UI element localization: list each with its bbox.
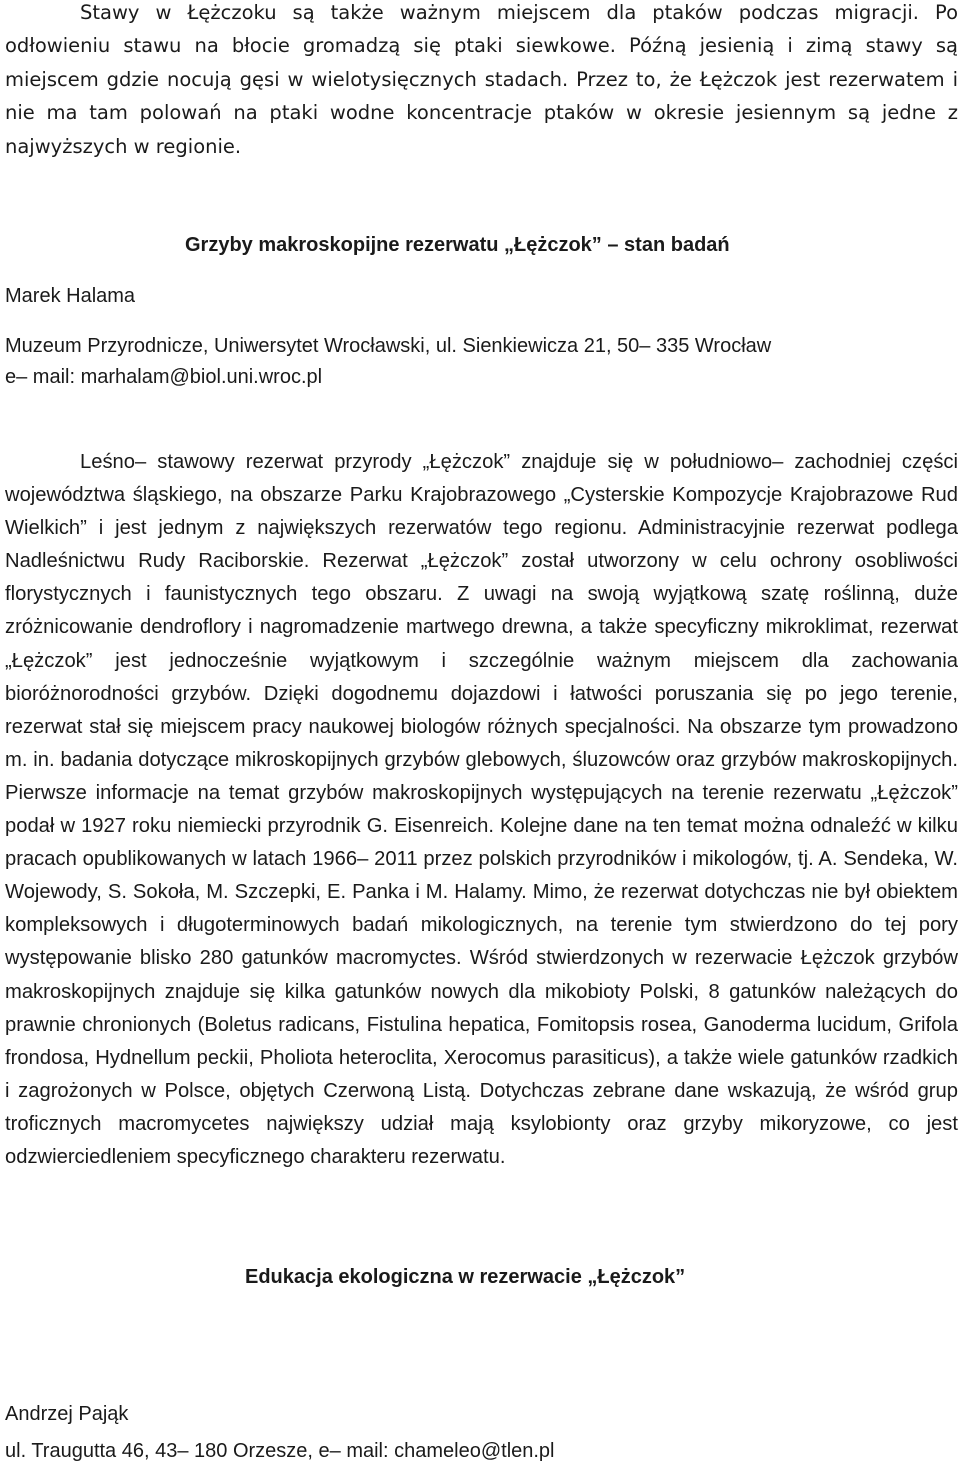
intro-paragraph xyxy=(5,0,958,163)
article-title: Grzyby makroskopijne rezerwatu „Łężczok” – stan badań xyxy=(185,234,730,256)
article-title-2: Edukacja ekologiczna w rezerwacie „Łężczok” xyxy=(245,1266,686,1288)
affiliation-address: Muzeum Przyrodnicze, Uniwersytet Wrocławski, ul. Sienkiewicza 21, 50– 335 Wrocław xyxy=(5,335,772,357)
author-name-2: Andrzej Pająk xyxy=(5,1403,129,1425)
author-name: Marek Halama xyxy=(5,285,136,307)
abstract-body: Leśno– stawowy rezerwat przyrody „Łężczok” znajduje się w południowo– zachodniej części województwa śląskiego, na obszarze Parku Krajobrazowego „Cysterskie Kompozycje Krajobrazowe Rud Wielkich” i jest jednym z największych rezerwatów tego regionu. Administracyjnie rezerwat podlega Nadleśnictwu Rudy Raciborskie. Rezerwat „Łężczok” został utworzony w celu ochrony osobliwości florystycznych i faunistycznych tego obszaru. Z uwagi na swoją wyjątkową szatę roślinną, duże zróżnicowanie dendroflory i nagromadzenie martwego drewna, a także specyficzny mikroklimat, rezerwat „Łężczok” jest jednocześnie wyjątkowym i szczególnie ważnym miejscem dla zachowania bioróżnorodności grzybów. Dzięki dogodnemu dojazdowi i łatwości poruszania się po jego terenie, rezerwat stał się miejscem pracy naukowej biologów różnych specjalności. Na obszarze tym prowadzono m. in. badania dotyczące mikroskopijnych grzybów glebowych, śluzowców oraz grzybów makroskopijnych. Pierwsze informacje na temat grzybów makroskopijnych występujących na terenie rezerwatu „Łężczok” podał w 1927 roku niemiecki przyrodnik G. Eisenreich. Kolejne dane na ten temat można odnaleźć w kilku pracach opublikowanych w latach 1966– 2011 przez polskich przyrodników i mikologów, tj. A. Sendeka, W. Wojewody, S. Sokoła, M. Szczepki, E. Panka i M. Halamy. Mimo, że rezerwat dotychczas nie był obiektem kompleksowych i długoterminowych badań mikologicznych, na terenie tym stwierdzono do tej pory występowanie blisko 280 gatunków macromyctes. Wśród stwierdzonych w rezerwacie Łężczok grzybów makroskopijnych znajduje się kilka gatunków nowych dla mikobioty Polski, 8 gatunków należących do prawnie chronionych (Boletus radicans, Fistulina hepatica, Fomitopsis rosea, Ganoderma lucidum, Grifola frondosa, Hydnellum peckii, Pholiota heteroclita, Xerocomus parasiticus), a także wiele gatunków rzadkich i zagrożonych w Polsce, objętych Czerwoną Listą. Dotychczas zebrane dane wskazują, że wśród grup troficznych macromycetes największy udział mają ksylobionty oraz grzyby mikoryzowe, co jest odzwierciedleniem specyficznego charakteru rezerwatu. xyxy=(5,451,958,1168)
intro-text: Stawy w Łężczoku są także ważnym miejscem dla ptaków podczas migracji. Po odłowieniu stawu na błocie gromadzą się ptaki siewkowe. Późną jesienią i zimą stawy są miejscem gdzie nocują gęsi w wielotysięcznych stadach. Przez to, że Łężczok jest rezerwatem i nie ma tam polowań na ptaki wodne koncentracje ptaków w okresie jesiennym są jedne z najwyższych w regionie. xyxy=(5,1,958,158)
affiliation-address-2: ul. Traugutta 46, 43– 180 Orzesze, e– mail: chameleo@tlen.pl xyxy=(5,1440,555,1462)
affiliation-email: e– mail: marhalam@biol.uni.wroc.pl xyxy=(5,366,323,388)
